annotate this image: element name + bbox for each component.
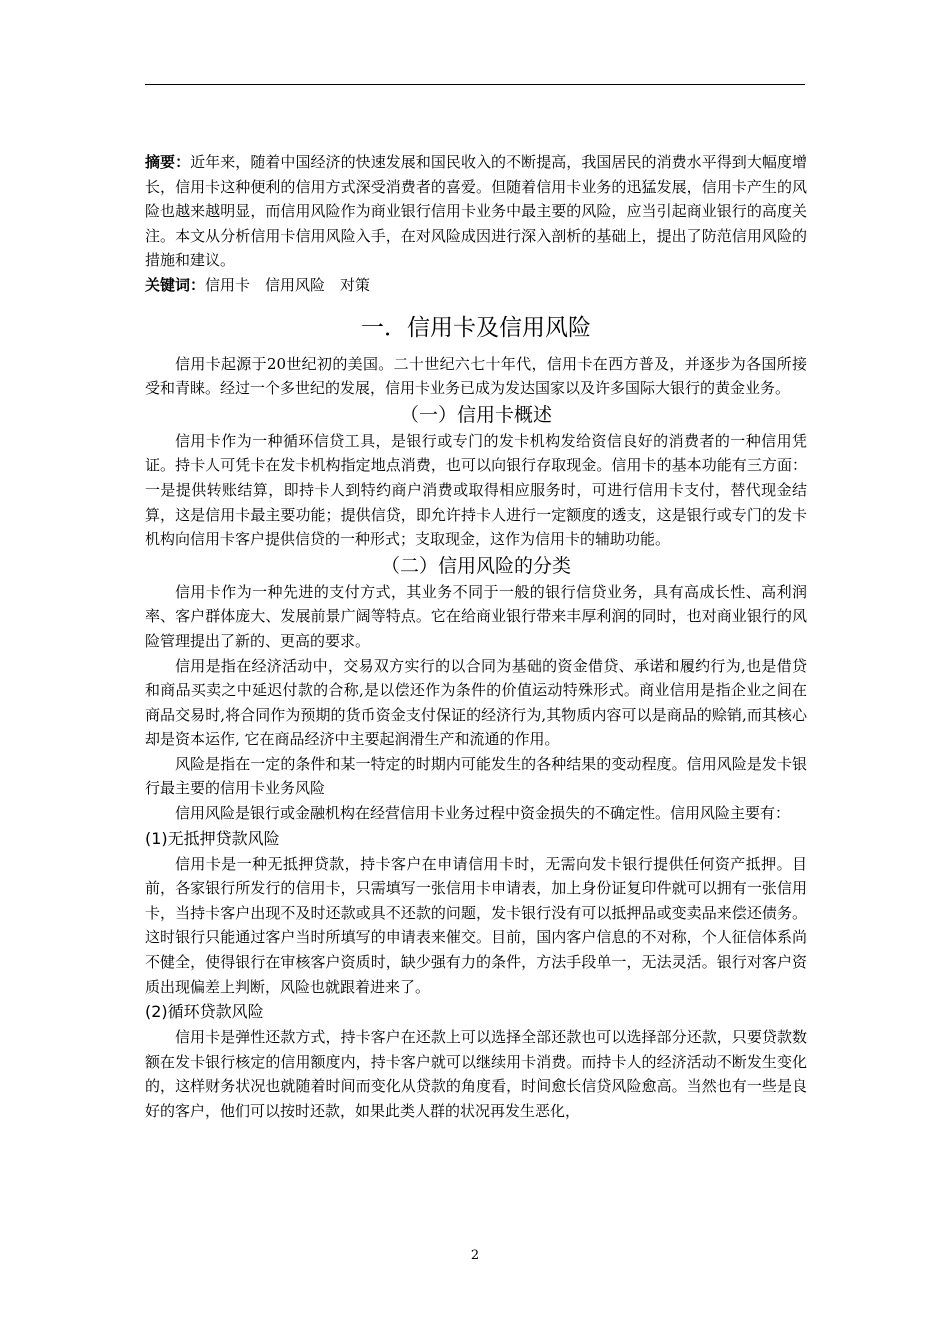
header-rule [145,84,805,85]
item-paragraph-unsecured-loan-risk: 信用卡是一种无抵押贷款，持卡客户在申请信用卡时，无需向发卡银行提供任何资产抵押。目前，各家银行所发行的信用卡，只需填写一张信用卡申请表，加上身份证复印件就可以拥有一张信用卡，当持卡客户出现不及时还款或具不还款的问题，发卡银行没有可以抵押品或变卖品来偿还债务。这时银行只能通过客户当时所填写的申请表来催交。目前，国内客户信息的不对称，个人征信体系尚不健全，使得银行在审核客户资质时，缺少强有力的条件，方法手段单一，无法灵活。银行对客户资质出现偏差上判断，风险也就跟着进来了。 [145,854,807,996]
classification-paragraph-4: 信用风险是银行或金融机构在经营信用卡业务过程中资金损失的不确定性。信用风险主要有： [175,804,791,823]
abstract-label: 摘要： [145,153,191,171]
page-number: 2 [470,1248,480,1263]
classification-paragraph-1: 信用卡作为一种先进的支付方式，其业务不同于一般的银行信贷业务，具有高成长性、高利润率、客户群体庞大、发展前景广阔等特点。它在给商业银行带来丰厚利润的同时，也对商业银行的风险管理提出了新的、更高的要求。 [145,582,807,650]
document-body [145,150,807,1124]
classification-paragraph-3: 风险是指在一定的条件和某一特定的时期内可能发生的各种结果的变动程度。信用风险是发卡银行最主要的信用卡业务风险 [145,754,807,798]
subsection-title-classification: （二）信用风险的分类 [380,554,571,577]
subsection-title-overview: （一）信用卡概述 [399,403,552,426]
overview-paragraph: 信用卡作为一种循环信贷工具，是银行或专门的发卡机构发给资信良好的消费者的一种信用凭证。持卡人可凭卡在发卡机构指定地点消费，也可以向银行存取现金。信用卡的基本功能有三方面：一是提供转账结算，即持卡人到特约商户消费或取得相应服务时，可进行信用卡支付，替代现金结算，这是信用卡最主要功能；提供信贷，即允许持卡人进行一定额度的透支，这是银行或专门的发卡机构向信用卡客户提供信贷的一种形式；支取现金，这作为信用卡的辅助功能。 [145,431,807,549]
item-title-unsecured-loan-risk: (1)无抵押贷款风险 [145,828,280,848]
item-paragraph-revolving-loan-risk: 信用卡是弹性还款方式，持卡客户在还款上可以选择全部还款也可以选择部分还款，只要贷款数额在发卡银行核定的信用额度内，持卡客户就可以继续用卡消费。而持卡人的经济活动不断发生变化的，这样财务状况也就随着时间而变化从贷款的角度看，时间愈长信贷风险愈高。当然也有一些是良好的客户，他们可以按时还款，如果此类人群的状况再发生恶化， [145,1028,807,1120]
keywords-label: 关键词： [145,275,206,294]
section-heading-wrap [145,312,807,344]
section-title: 一．信用卡及信用风险 [361,314,591,341]
abstract-paragraph [145,150,807,273]
keywords-paragraph [145,273,807,298]
item-title-revolving-loan-risk: (2)循环贷款风险 [145,1002,264,1022]
keywords-text: 信用卡 信用风险 对策 [205,275,371,294]
abstract-text: 近年来，随着中国经济的快速发展和国民收入的不断提高，我国居民的消费水平得到大幅度增长，信用卡这种便利的信用方式深受消费者的喜爱。但随着信用卡业务的迅猛发展，信用卡产生的风险也越来越明显，而信用风险作为商业银行信用卡业务中最主要的风险，应当引起商业银行的高度关注。本文从分析信用卡信用风险入手，在对风险成因进行深入剖析的基础上，提出了防范信用风险的措施和建议。 [145,153,807,270]
section-intro: 信用卡起源于20世纪初的美国。二十世纪六七十年代，信用卡在西方普及，并逐步为各国所接受和青睐。经过一个多世纪的发展，信用卡业务已成为发达国家以及许多国际大银行的黄金业务。 [145,354,807,398]
classification-paragraph-2: 信用是指在经济活动中，交易双方实行的以合同为基础的资金借贷、承诺和履约行为,也是借贷和商品买卖之中延迟付款的合称,是以偿还作为条件的价值运动特殊形式。商业信用是指企业之间在商品交易时,将合同作为预期的货币资金支付保证的经济行为,其物质内容可以是商品的赊销,而其核心却是资本运作, 它在商品经济中主要起润滑生产和流通的作用。 [145,656,807,749]
